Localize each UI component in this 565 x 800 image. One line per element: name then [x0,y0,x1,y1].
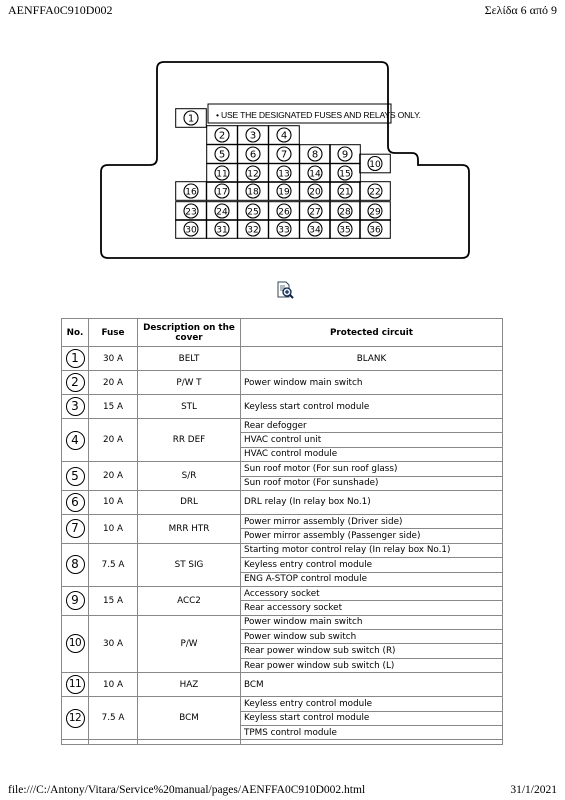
fuse-number-cell [62,419,89,462]
header-no: No. [62,319,89,347]
fuse-slot-number: 18 [247,187,259,198]
table-row [62,586,503,600]
fuse-number-cell [62,543,89,586]
protected-circuit-cell: Power window main switch [241,371,503,395]
fuse-number-cell [62,615,89,673]
fuse-rating-cell: 20 A [89,371,138,395]
protected-circuit-cell: Rear defogger [241,419,503,433]
fuse-slot-number: 26 [278,207,290,218]
fuse-slot-number: 4 [280,130,288,142]
fuse-slot-number: 20 [309,187,321,198]
cover-description-cell: ST SIG [138,543,241,586]
fuse-slot-number: 2 [218,130,226,142]
page-footer-date: 31/1/2021 [510,784,557,796]
table-row [62,615,503,629]
protected-circuit-cell: Sun roof motor (For sun roof glass) [241,462,503,476]
table-row [62,673,503,697]
table-row [62,514,503,528]
fuse-number-cell [62,514,89,543]
cover-description-cell: RR DEF [138,419,241,462]
fuse-slot-number: 34 [309,225,321,236]
fuse-slot-number: 14 [309,169,321,180]
fuse-slot-number: 27 [309,207,321,218]
fuse-table [61,318,503,745]
protected-circuit-cell: HVAC control unit [241,433,503,447]
protected-circuit-cell: Keyless start control module [241,711,503,725]
fuse-rating-cell: 15 A [89,395,138,419]
fuse-number-cell [62,347,89,371]
fuse-number-cell [62,586,89,615]
fuse-box-note: • USE THE DESIGNATED FUSES AND RELAYS ONLY. [216,110,421,120]
protected-circuit-cell: Power window sub switch [241,630,503,644]
fuse-slot-number: 12 [247,169,259,180]
fuse-rating-cell: 7.5 A [89,697,138,740]
fuse-rating-cell: 15 A [89,586,138,615]
protected-circuit-cell: BLANK [241,347,503,371]
fuse-number-badge: 2 [66,373,85,392]
protected-circuit-cell: Rear power window sub switch (L) [241,658,503,672]
fuse-slot-number: 5 [218,149,226,161]
protected-circuit-cell: Keyless entry control module [241,697,503,711]
protected-circuit-cell: Starting motor control relay (In relay box No.1) [241,543,503,557]
fuse-slot-number: 16 [185,187,197,198]
cover-description-cell: HAZ [138,673,241,697]
page-header-doc-id: AENFFA0C910D002 [8,3,113,17]
fuse-slot-number: 36 [369,225,381,236]
fuse-number-cell [62,490,89,514]
table-row [62,395,503,419]
protected-circuit-cell: Rear accessory socket [241,601,503,615]
cover-description-cell: BELT [138,347,241,371]
fuse-slot-number: 17 [216,187,228,198]
cover-description-cell: ACC2 [138,586,241,615]
cover-description-cell: P/W [138,615,241,673]
fuse-slot-number: 3 [249,130,257,142]
fuse-slot-number: 25 [247,207,259,218]
cover-description-cell: P/W T [138,371,241,395]
zoom-in-document-icon[interactable] [276,281,294,299]
fuse-number-badge: 11 [66,675,85,694]
table-row [62,697,503,711]
fuse-rating-cell: 7.5 A [89,543,138,586]
cover-description-cell: BCM [138,697,241,740]
fuse-slot-number: 7 [280,149,288,161]
fuse-rating-cell: 30 A [89,347,138,371]
fuse-slot-number: 30 [185,225,197,236]
fuse-number-cell [62,462,89,491]
fuse-number-badge: 8 [66,555,85,574]
fuse-rating-cell: 20 A [89,419,138,462]
fuse-slot-number: 35 [339,225,351,236]
fuse-rating-cell: 30 A [89,615,138,673]
fuse-slot-number: 1 [187,113,195,125]
protected-circuit-cell: Power window main switch [241,615,503,629]
continued-cell [89,740,138,745]
fuse-slot-number: 28 [339,207,351,218]
protected-circuit-cell: BCM [241,673,503,697]
fuse-slot-number: 9 [341,149,349,161]
fuse-rating-cell: 10 A [89,490,138,514]
fuse-rating-cell: 10 A [89,514,138,543]
table-row [62,419,503,433]
fuse-slot-number: 33 [278,225,290,236]
fuse-number-badge: 7 [66,519,85,538]
header-description: Description on the cover [138,319,241,347]
protected-circuit-cell: Sun roof motor (For sunshade) [241,476,503,490]
fuse-number-badge: 4 [66,431,85,450]
page-header-page-number: Σελίδα 6 από 9 [484,3,557,17]
fuse-slot-number: 6 [249,149,257,161]
fuse-slot-number: 32 [247,225,259,236]
fuse-slot-number: 23 [185,207,197,218]
table-row [62,347,503,371]
fuse-number-badge: 10 [66,634,85,653]
protected-circuit-cell: Accessory socket [241,586,503,600]
fuse-slot-number: 11 [216,169,228,180]
table-row [62,371,503,395]
fuse-slot-number: 21 [339,187,351,198]
page-footer-file-path: file:///C:/Antony/Vitara/Service%20manual/pages/AENFFA0C910D002.html [8,784,366,796]
table-row-continued [62,740,503,745]
protected-circuit-cell: Keyless entry control module [241,558,503,572]
protected-circuit-cell: TPMS control module [241,726,503,740]
fuse-slot-number: 10 [369,160,381,171]
header-protected-circuit: Protected circuit [241,319,503,347]
protected-circuit-cell: Keyless start control module [241,395,503,419]
fuse-number-cell [62,371,89,395]
fuse-number-badge: 9 [66,591,85,610]
protected-circuit-cell: DRL relay (In relay box No.1) [241,490,503,514]
cover-description-cell: MRR HTR [138,514,241,543]
fuse-box-diagram [0,0,565,310]
protected-circuit-cell: Power mirror assembly (Passenger side) [241,529,503,543]
fuse-number-badge: 3 [66,397,85,416]
protected-circuit-cell: Power mirror assembly (Driver side) [241,514,503,528]
continued-cell [138,740,241,745]
protected-circuit-cell: ENG A-STOP control module [241,572,503,586]
fuse-slot-number: 29 [369,207,381,218]
header-fuse: Fuse [89,319,138,347]
protected-circuit-cell: Rear power window sub switch (R) [241,644,503,658]
fuse-slot-number: 13 [278,169,290,180]
continued-cell [241,740,503,745]
fuse-slot-number: 31 [216,225,228,236]
protected-circuit-cell: HVAC control module [241,447,503,461]
table-header-row [62,319,503,347]
fuse-slot-number: 8 [311,149,319,161]
fuse-number-cell [62,395,89,419]
table-row [62,490,503,514]
fuse-slot-number: 15 [339,169,351,180]
fuse-number-badge: 6 [66,493,85,512]
fuse-number-cell [62,697,89,740]
fuse-rating-cell: 10 A [89,673,138,697]
fuse-rating-cell: 20 A [89,462,138,491]
fuse-number-badge: 12 [66,709,85,728]
fuse-number-badge: 1 [66,349,85,368]
fuse-number-cell [62,673,89,697]
fuse-slot-number: 19 [278,187,290,198]
cover-description-cell: STL [138,395,241,419]
fuse-slot-number: 22 [369,187,381,198]
table-row [62,543,503,557]
continued-cell [62,740,89,745]
table-row [62,462,503,476]
fuse-slot-number: 24 [216,207,228,218]
fuse-number-badge: 5 [66,467,85,486]
cover-description-cell: DRL [138,490,241,514]
cover-description-cell: S/R [138,462,241,491]
